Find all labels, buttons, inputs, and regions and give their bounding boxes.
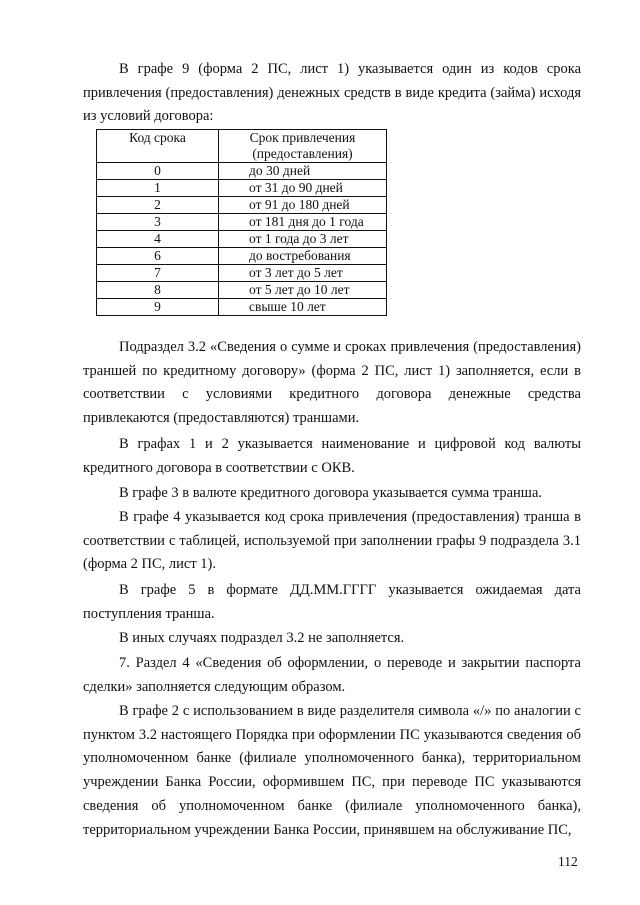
paragraph-column-2: В графе 2 с использованием в виде разделителя символа «/» по аналогии с пунктом 3.2 настоящего Порядка при оформлении ПС указываются сведения об уполномоченном банке (филиале уполномоченного банка), территориальном учреждении Банка России, оформившем ПС, при переводе ПС указываются сведения об уполномоченном банке (филиале уполномоченного банка), территориальном учреждении Банка России, принявшем на обслуживание ПС, [83, 703, 581, 838]
paragraph-intro: В графе 9 (форма 2 ПС, лист 1) указывается один из кодов срока привлечения (предоставления) денежных средств в виде кредита (займа) исходя из условий договора: [83, 61, 581, 125]
code-cell: 7 [97, 265, 219, 282]
table-row [97, 197, 387, 214]
table-row [97, 163, 387, 180]
paragraph-columns-1-2: В графах 1 и 2 указывается наименование и цифровой код валюты кредитного договора в соответствии с ОКВ. [83, 436, 581, 476]
term-cell: от 181 дня до 1 года [219, 214, 387, 231]
paragraph-column-5: В графе 5 в формате ДД.ММ.ГГГГ указывается ожидаемая дата поступления транша. [83, 582, 581, 622]
term-cell: свыше 10 лет [219, 299, 387, 316]
term-cell: от 91 до 180 дней [219, 197, 387, 214]
table-row [97, 231, 387, 248]
term-cell: до востребования [219, 248, 387, 265]
paragraph-other-cases: В иных случаях подраздел 3.2 не заполняется. [119, 630, 405, 646]
code-cell: 6 [97, 248, 219, 265]
code-cell: 9 [97, 299, 219, 316]
paragraph-section-4: 7. Раздел 4 «Сведения об оформлении, о переводе и закрытии паспорта сделки» заполняется следующим образом. [83, 655, 581, 695]
header-code: Код срока [97, 130, 219, 163]
table-row [97, 180, 387, 197]
term-cell: до 30 дней [219, 163, 387, 180]
term-cell: от 31 до 90 дней [219, 180, 387, 197]
table-row [97, 248, 387, 265]
table-row [97, 282, 387, 299]
table-header-row [97, 130, 387, 163]
table-row [97, 214, 387, 231]
code-cell: 8 [97, 282, 219, 299]
table-row [97, 265, 387, 282]
paragraph-subsection-3-2: Подраздел 3.2 «Сведения о сумме и сроках привлечения (предоставления) траншей по кредитному договору» (форма 2 ПС, лист 1) заполняется, если в соответствии с условиями кредитного договора денежные средства привлекаются (предоставляются) траншами. [83, 339, 581, 427]
term-cell: от 1 года до 3 лет [219, 231, 387, 248]
code-cell: 0 [97, 163, 219, 180]
table-row [97, 299, 387, 316]
paragraph-column-3: В графе 3 в валюте кредитного договора указывается сумма транша. [119, 485, 543, 501]
code-cell: 2 [97, 197, 219, 214]
code-cell: 3 [97, 214, 219, 231]
term-codes-table [96, 129, 387, 316]
code-cell: 1 [97, 180, 219, 197]
header-term: Срок привлечения (предоставления) [219, 130, 387, 163]
page-number: 112 [558, 854, 578, 869]
term-cell: от 3 лет до 5 лет [219, 265, 387, 282]
code-cell: 4 [97, 231, 219, 248]
paragraph-column-4: В графе 4 указывается код срока привлечения (предоставления) транша в соответствии с таблицей, используемой при заполнении графы 9 подраздела 3.1 (форма 2 ПС, лист 1). [83, 509, 581, 573]
term-cell: от 5 лет до 10 лет [219, 282, 387, 299]
